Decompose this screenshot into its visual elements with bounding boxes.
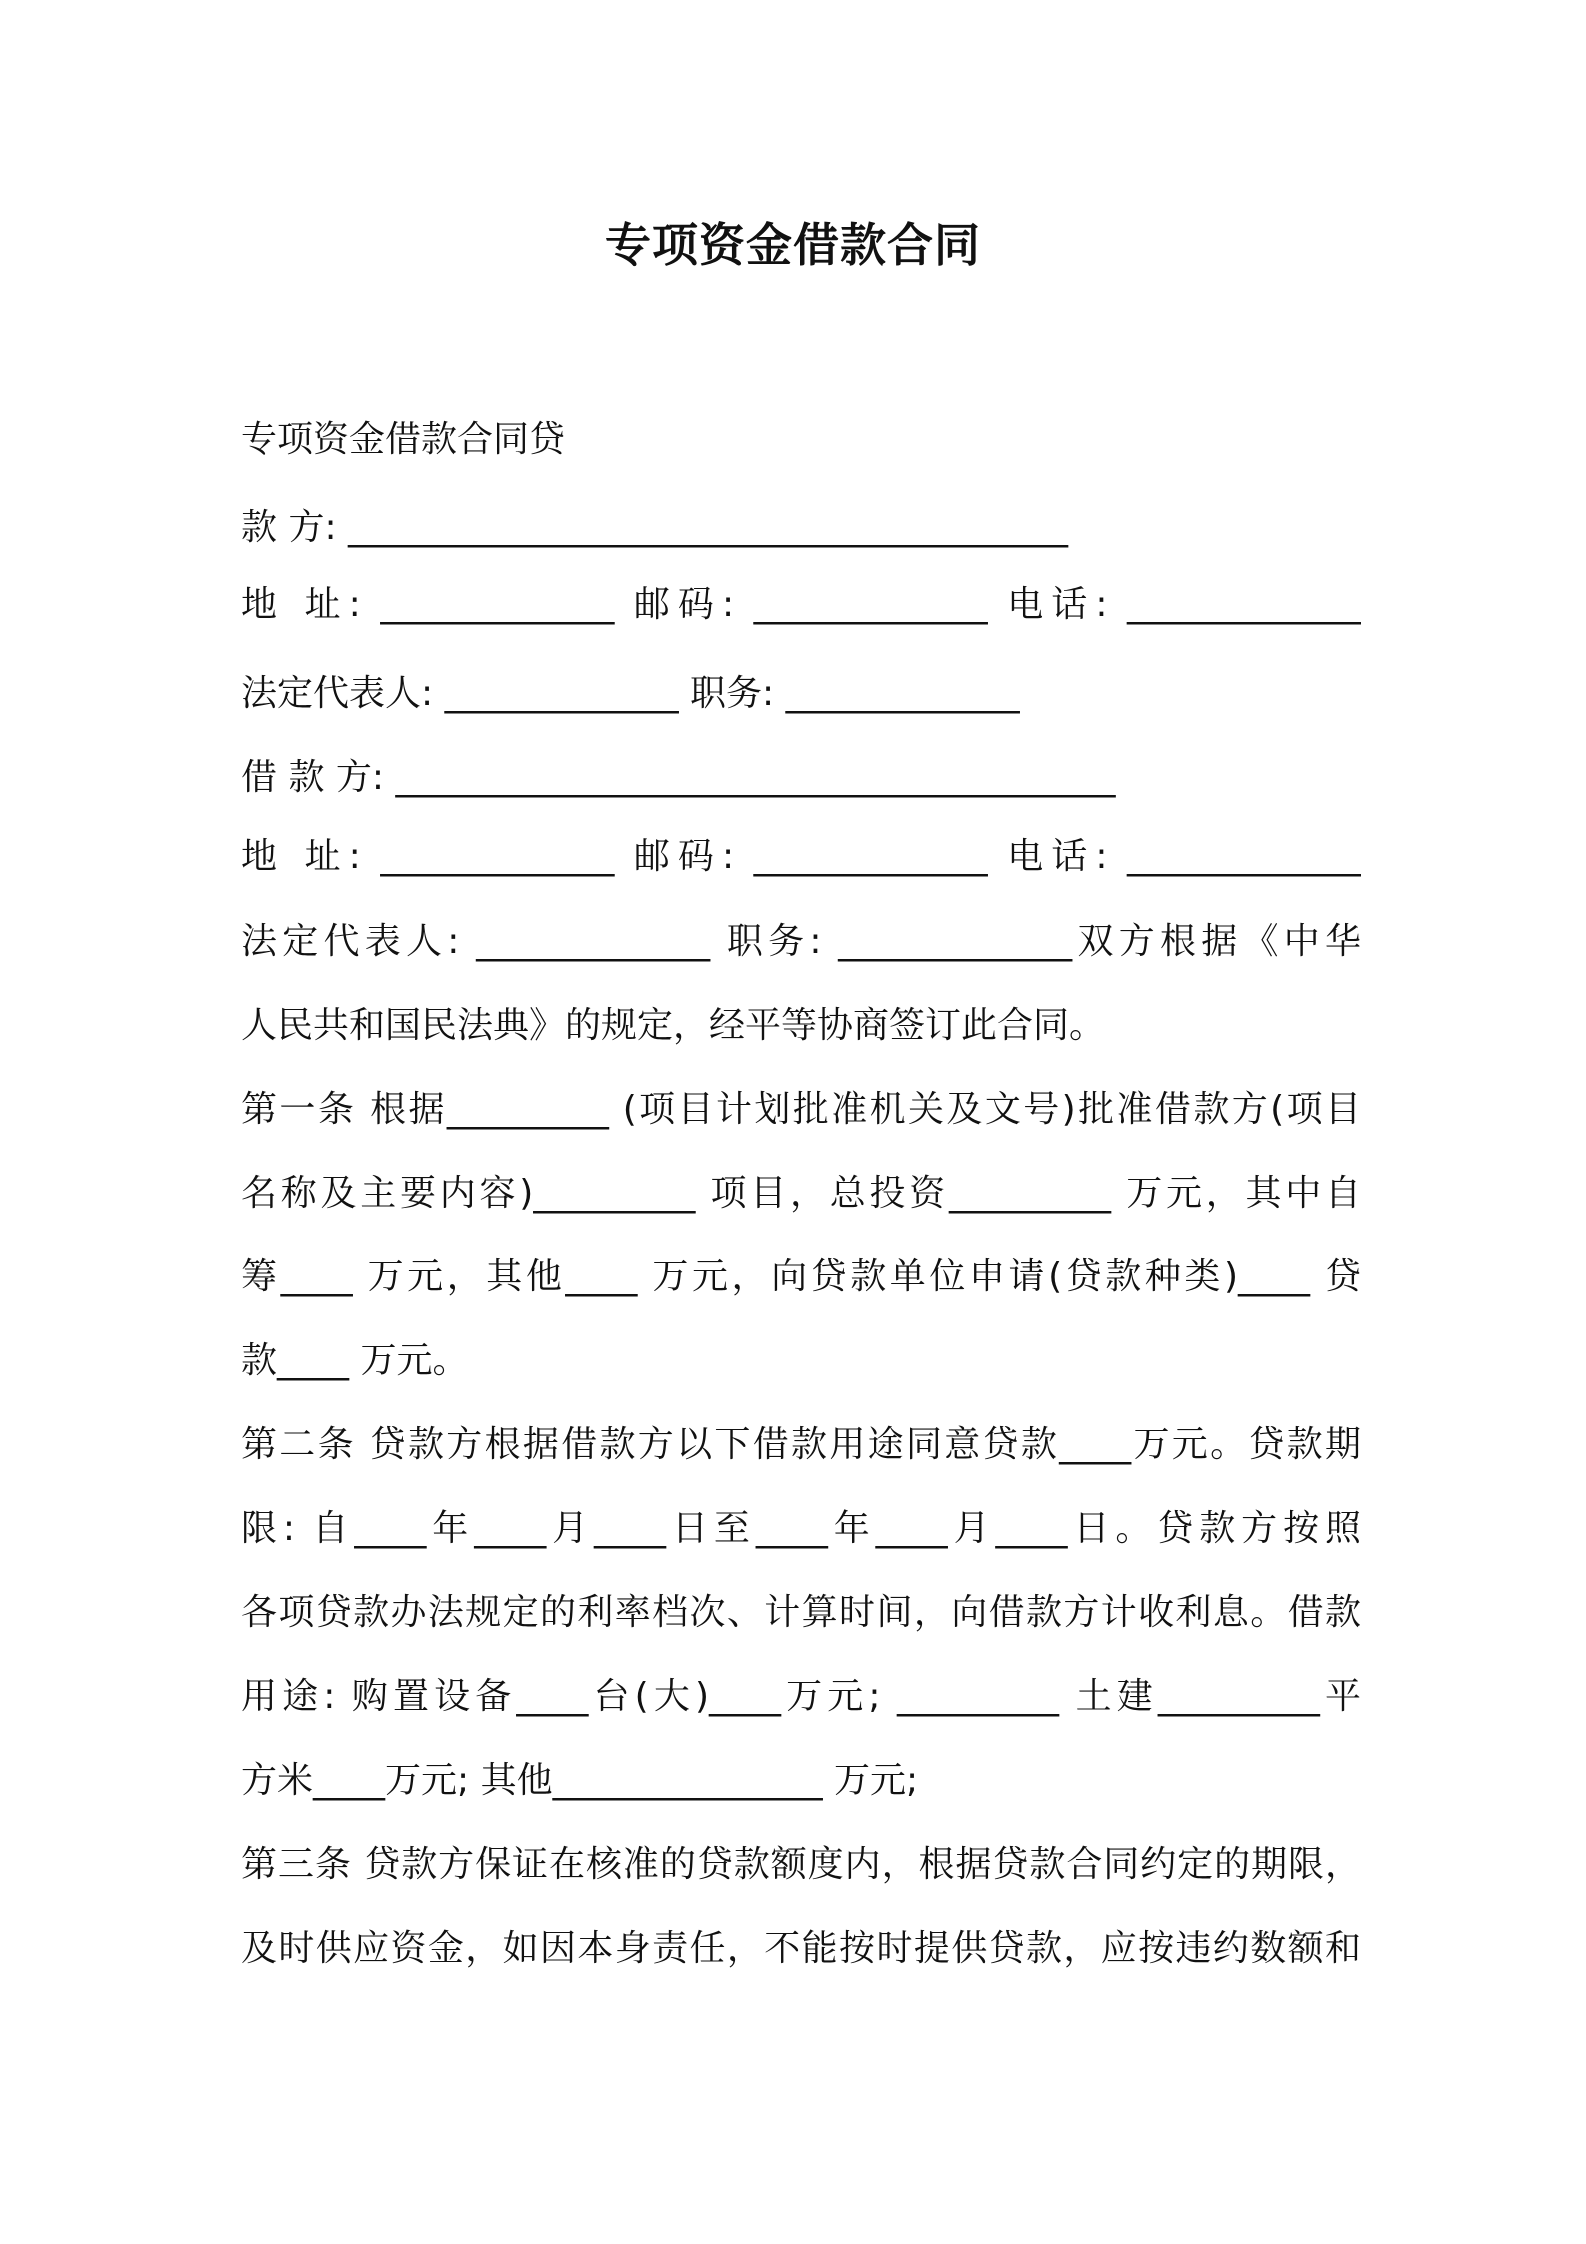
document-line: 人民共和国民法典》的规定，经平等协商签订此合同。 (241, 1005, 1106, 1046)
article-1-line: 筹____ 万元，其他____ 万元，向贷款单位申请(贷款种类)____ 贷 (241, 1256, 1361, 1297)
article-1-line: 第一条 根据_________ (项目计划批准机关及文号)批准借款方(项目 (241, 1089, 1361, 1130)
borrower-address-line: 地 址: _____________ 邮码: _____________ 电话: _____________ (241, 836, 1361, 877)
document-title: 专项资金借款合同 (605, 218, 981, 272)
lender-name-line: 款 方: ________________________________________ (241, 507, 1069, 548)
article-2-line: 方米____万元; 其他_______________ 万元; (241, 1760, 919, 1801)
lender-representative-line: 法定代表人: _____________ 职务: _____________ (241, 673, 1020, 714)
article-1-line: 款____ 万元。 (241, 1340, 469, 1381)
article-1-line: 名称及主要内容)_________ 项目，总投资_________ 万元，其中自 (241, 1173, 1361, 1214)
document-line: 专项资金借款合同贷 (241, 419, 566, 460)
article-2-line: 各项贷款办法规定的利率档次、计算时间，向借款方计收利息。借款 (241, 1592, 1361, 1633)
article-2-line: 第二条 贷款方根据借款方以下借款用途同意贷款____万元。贷款期 (241, 1424, 1361, 1465)
article-3-line: 第三条 贷款方保证在核准的贷款额度内，根据贷款合同约定的期限， (241, 1844, 1361, 1885)
article-2-line: 限: 自____年____月____日至____年____月____日。贷款方按照 (241, 1508, 1361, 1549)
article-3-line: 及时供应资金，如因本身责任，不能按时提供贷款，应按违约数额和 (241, 1928, 1361, 1969)
article-2-line: 用途: 购置设备____台(大)____万元; _________ 土建_________平 (241, 1676, 1361, 1717)
lender-address-line: 地 址: _____________ 邮码: _____________ 电话: _____________ (241, 584, 1361, 625)
borrower-name-line: 借 款 方: ________________________________________ (241, 757, 1116, 798)
borrower-representative-line: 法定代表人: _____________ 职务: _____________双方根据《中华 (241, 921, 1361, 962)
